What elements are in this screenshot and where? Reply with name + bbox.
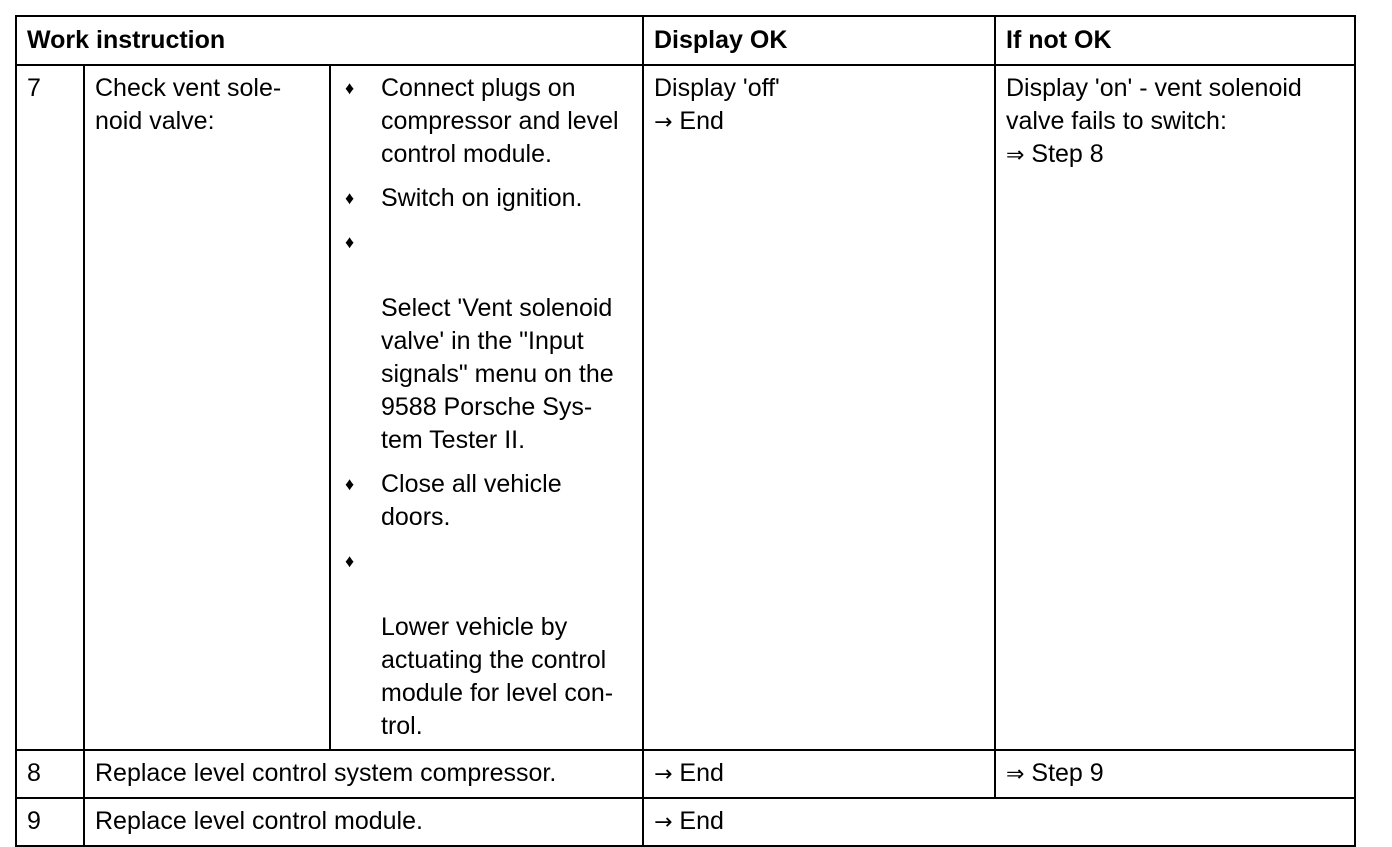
list-item	[341, 182, 632, 215]
step-instruction: Replace level control system compressor.	[84, 750, 643, 798]
if-not-ok-text: Display 'on' - vent solenoid valve fails to switch:	[1006, 74, 1302, 135]
diamond-bullet-icon: ♦	[345, 232, 355, 252]
list-item	[341, 226, 632, 457]
table-row-step-7	[16, 65, 1355, 750]
table-row-step-8	[16, 750, 1355, 798]
diamond-bullet-icon: ♦	[345, 551, 355, 571]
header-display-ok: Display OK	[643, 16, 995, 65]
right-arrow-icon: →	[654, 810, 673, 835]
display-ok-target: End	[679, 807, 724, 835]
if-not-ok-target: Step 8	[1031, 140, 1104, 168]
display-ok-cell	[643, 750, 995, 798]
diamond-bullet-icon: ♦	[345, 188, 355, 208]
header-row	[16, 16, 1355, 65]
right-arrow-icon: →	[654, 762, 673, 787]
diamond-bullet-icon: ♦	[345, 78, 355, 98]
header-if-not-ok: If not OK	[995, 16, 1355, 65]
step-title-text: Check vent sole- noid valve:	[95, 74, 282, 135]
list-item	[341, 545, 632, 743]
step-number: 8	[16, 750, 84, 798]
table-row-step-9	[16, 798, 1355, 846]
step-number: 9	[16, 798, 84, 846]
bullet-text: Switch on ignition.	[381, 184, 583, 212]
double-right-arrow-icon: ⇒	[1006, 762, 1025, 787]
bullet-text: Connect plugs on compressor and level control module.	[381, 74, 619, 168]
list-item	[341, 72, 632, 171]
bullet-text: Close all vehicle doors.	[381, 470, 562, 531]
header-work-instruction: Work instruction	[16, 16, 643, 65]
double-right-arrow-icon: ⇒	[1006, 143, 1025, 168]
display-ok-target: End	[679, 107, 724, 135]
display-ok-text: Display 'off'	[654, 74, 780, 102]
step-bullet-list-cell	[330, 65, 643, 750]
right-arrow-icon: →	[654, 110, 673, 135]
if-not-ok-target: Step 9	[1031, 759, 1104, 787]
if-not-ok-cell	[995, 65, 1355, 750]
step-title	[84, 65, 330, 750]
if-not-ok-result	[1006, 138, 1344, 172]
bullet-text: Select 'Vent solenoid valve' in the "Input signals" menu on the 9588 Porsche Sys- tem Tester II.	[381, 294, 614, 454]
if-not-ok-cell	[995, 750, 1355, 798]
display-ok-cell	[643, 65, 995, 750]
display-ok-result	[654, 105, 984, 139]
step-instruction: Replace level control module.	[84, 798, 643, 846]
display-ok-cell	[643, 798, 1355, 846]
step-number: 7	[16, 65, 84, 750]
bullet-list	[341, 72, 632, 743]
list-item	[341, 468, 632, 534]
work-instruction-table	[15, 15, 1356, 847]
diamond-bullet-icon: ♦	[345, 474, 355, 494]
bullet-text: Lower vehicle by actuating the control module for level con- trol.	[381, 613, 614, 740]
display-ok-target: End	[679, 759, 724, 787]
